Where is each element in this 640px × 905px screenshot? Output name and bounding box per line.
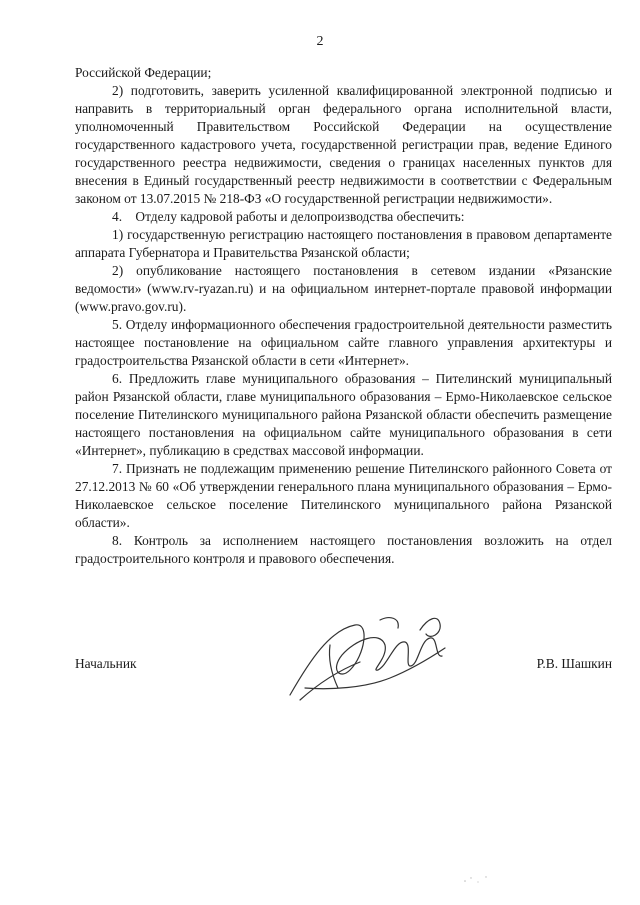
paragraph: 7. Признать не подлежащим применению решение Пителинского районного Совета от 27.12.2013 № 60 «Об утверждении генерального плана муниципального образования – Ермо-Николаевское сельское поселение Пителинского муниципального района Рязанской области».: [75, 461, 612, 530]
paragraph: 5. Отделу информационного обеспечения градостроительной деятельности разместить настоящее постановление на официальном сайте главного управления архитектуры и градостроительства Рязанской области в сети «Интернет».: [75, 317, 612, 368]
paragraph: 4. Отделу кадровой работы и делопроизводства обеспечить:: [112, 209, 465, 224]
paragraph: 6. Предложить главе муниципального образования – Пителинский муниципальный район Рязанской области, главе муниципального образования – Ермо-Николаевское сельское поселение Пителинского муниципального района Рязанской области обеспечить размещение настоящего постановления на официальном сайте муниципального образования в сети «Интернет», публикацию в средствах массовой информации.: [75, 371, 612, 458]
paragraph: Российской Федерации;: [75, 65, 212, 80]
signature-block: [75, 656, 612, 676]
paragraph: 8. Контроль за исполнением настоящего постановления возложить на отдел градостроительного контроля и правового обеспечения.: [75, 533, 612, 566]
signature-title: Начальник: [75, 656, 137, 671]
page-number: 2: [316, 34, 324, 49]
paragraph: 2) подготовить, заверить усиленной квалифицированной электронной подписью и направить в территориальный орган федерального органа исполнительной власти, уполномоченный Правительством Российской Федерации на осуществление государственного кадастрового учета, государственной регистрации прав, ведение Единого государственного реестра недвижимости, сведения о границах населенных пунктов для внесения в Единый государственный реестр недвижимости в соответствии с Федеральным законом от 13.07.2015 № 218-ФЗ «О государственной регистрации недвижимости».: [75, 83, 612, 206]
scan-artifact: [460, 872, 500, 886]
paragraph: 1) государственную регистрацию настоящего постановления в правовом департаменте аппарата Губернатора и Правительства Рязанской области;: [75, 227, 612, 260]
signature-name: Р.В. Шашкин: [536, 656, 612, 671]
paragraph: 2) опубликование настоящего постановления в сетевом издании «Рязанские ведомости» (www.rv-ryazan.ru) и на официальном интернет-портале правовой информации (www.pravo.gov.ru).: [75, 263, 612, 314]
document-body: [75, 64, 612, 568]
